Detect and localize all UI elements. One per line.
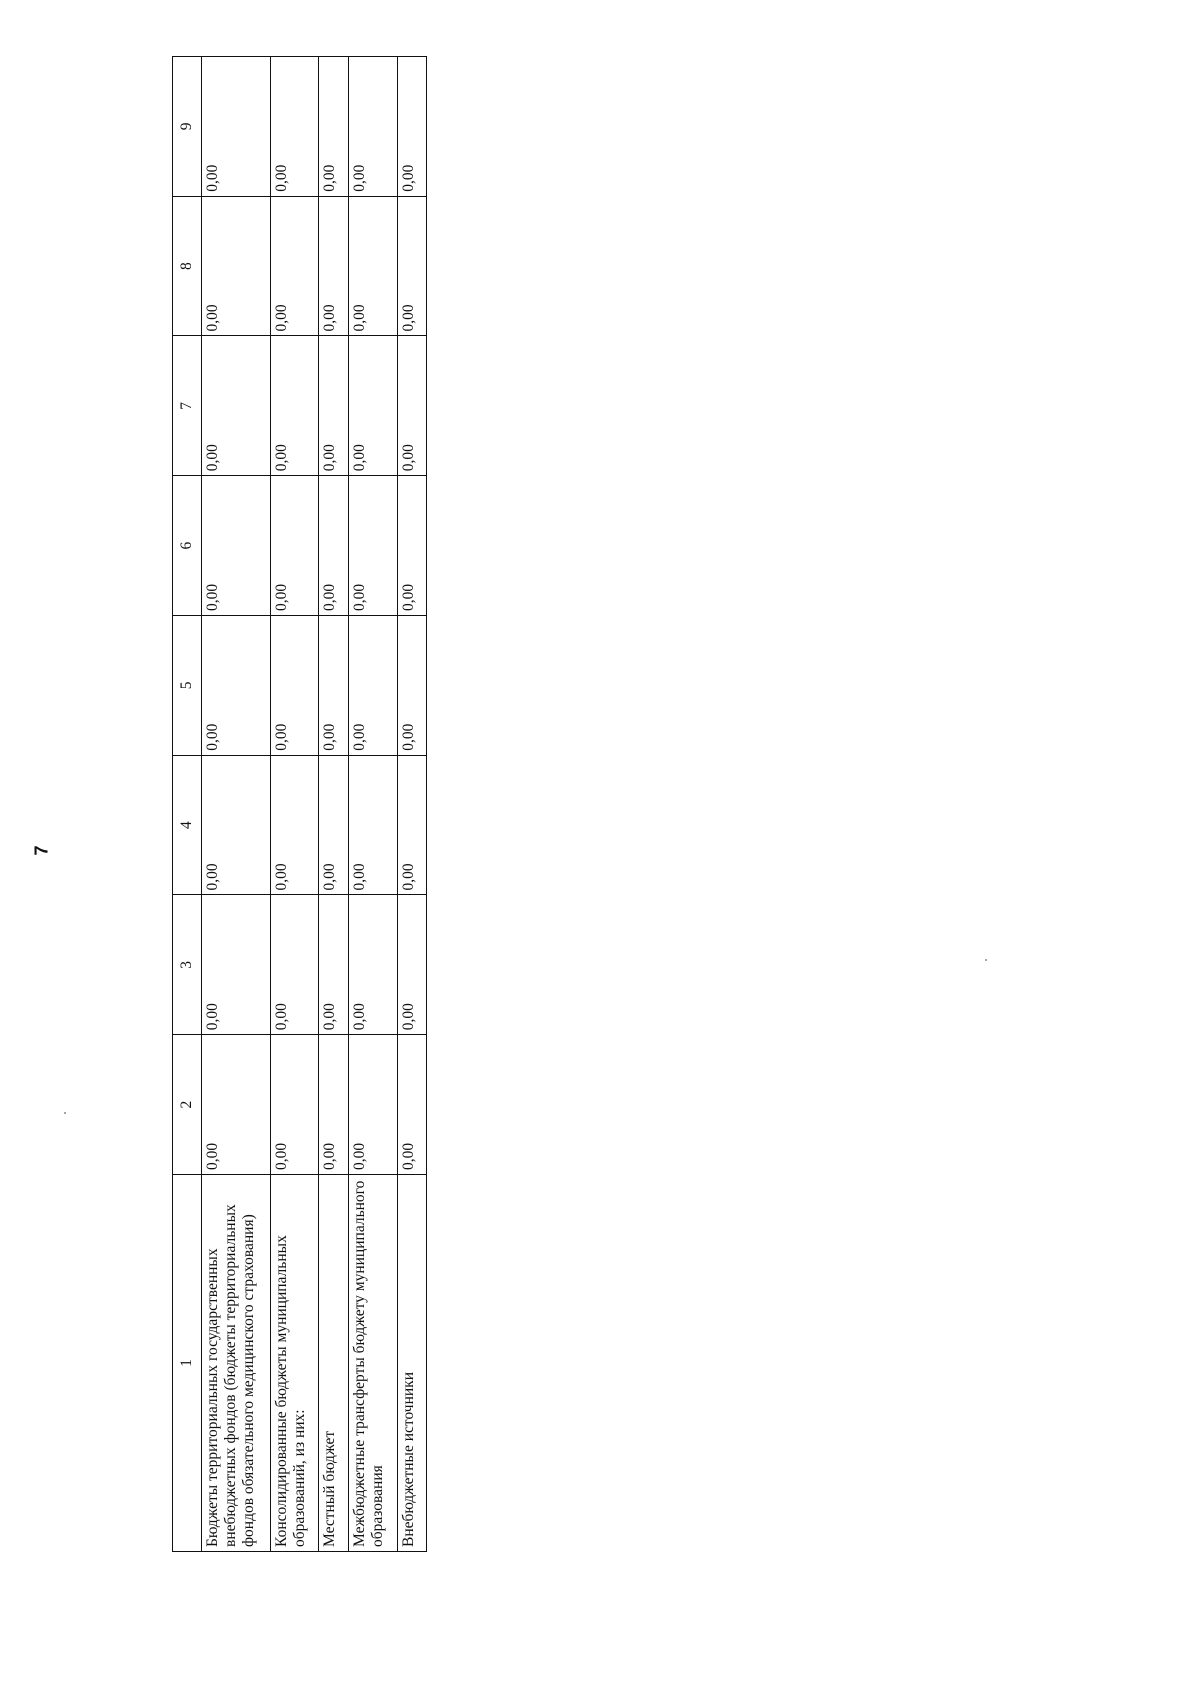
column-header: 4 xyxy=(173,755,202,895)
table-cell: 0,00 xyxy=(397,336,426,476)
table-cell: 0,00 xyxy=(349,616,397,756)
table-cell: 0,00 xyxy=(319,755,349,895)
table-cell: 0,00 xyxy=(202,755,271,895)
table-cell: 0,00 xyxy=(397,755,426,895)
table-cell: 0,00 xyxy=(319,1035,349,1175)
table-cell: 0,00 xyxy=(202,57,271,197)
table-cell: 0,00 xyxy=(319,476,349,616)
table-cell: 0,00 xyxy=(270,57,318,197)
table-cell: 0,00 xyxy=(397,196,426,336)
table-cell: 0,00 xyxy=(270,755,318,895)
table-cell: 0,00 xyxy=(319,616,349,756)
table-cell: 0,00 xyxy=(202,336,271,476)
table-cell: 0,00 xyxy=(270,895,318,1035)
row-label: Местный бюджет xyxy=(319,1175,349,1552)
table-row xyxy=(349,57,397,1552)
column-header: 9 xyxy=(173,57,202,197)
column-header: 2 xyxy=(173,1035,202,1175)
table-cell: 0,00 xyxy=(202,616,271,756)
column-header: 1 xyxy=(173,1175,202,1552)
table-cell: 0,00 xyxy=(319,895,349,1035)
table-cell: 0,00 xyxy=(270,476,318,616)
table-header-row xyxy=(173,57,202,1552)
table-cell: 0,00 xyxy=(319,336,349,476)
page-number: 7 xyxy=(31,845,52,856)
table-cell: 0,00 xyxy=(202,196,271,336)
rotated-table-container xyxy=(172,57,427,1552)
table-cell: 0,00 xyxy=(202,476,271,616)
column-header: 7 xyxy=(173,336,202,476)
table-cell: 0,00 xyxy=(202,1035,271,1175)
table-cell: 0,00 xyxy=(397,476,426,616)
table-cell: 0,00 xyxy=(349,336,397,476)
table-cell: 0,00 xyxy=(270,616,318,756)
table-cell: 0,00 xyxy=(349,895,397,1035)
table-cell: 0,00 xyxy=(202,895,271,1035)
column-header: 5 xyxy=(173,616,202,756)
table-row xyxy=(319,57,349,1552)
table-cell: 0,00 xyxy=(270,336,318,476)
column-header: 6 xyxy=(173,476,202,616)
table-cell: 0,00 xyxy=(270,196,318,336)
column-header: 3 xyxy=(173,895,202,1035)
table-cell: 0,00 xyxy=(349,476,397,616)
table-cell: 0,00 xyxy=(349,196,397,336)
row-label: Бюджеты территориальных государственных внебюджетных фондов (бюджеты территориальных фондов обязательного медицинского страхования) xyxy=(202,1175,271,1552)
table-cell: 0,00 xyxy=(397,57,426,197)
table-cell: 0,00 xyxy=(397,895,426,1035)
table-cell: 0,00 xyxy=(349,57,397,197)
table-row xyxy=(202,57,271,1552)
table-cell: 0,00 xyxy=(270,1035,318,1175)
row-label: Межбюджетные трансферты бюджету муниципального образования xyxy=(349,1175,397,1552)
table-cell: 0,00 xyxy=(319,57,349,197)
row-label: Внебюджетные источники xyxy=(397,1175,426,1552)
budget-table xyxy=(172,56,427,1552)
table-cell: 0,00 xyxy=(397,616,426,756)
table-row xyxy=(270,57,318,1552)
table-cell: 0,00 xyxy=(397,1035,426,1175)
table-cell: 0,00 xyxy=(349,1035,397,1175)
row-label: Консолидированные бюджеты муниципальных образований, из них: xyxy=(270,1175,318,1552)
table-cell: 0,00 xyxy=(319,196,349,336)
scan-speck xyxy=(985,959,987,961)
table-row xyxy=(397,57,426,1552)
table-cell: 0,00 xyxy=(349,755,397,895)
scan-speck xyxy=(64,1112,66,1114)
column-header: 8 xyxy=(173,196,202,336)
